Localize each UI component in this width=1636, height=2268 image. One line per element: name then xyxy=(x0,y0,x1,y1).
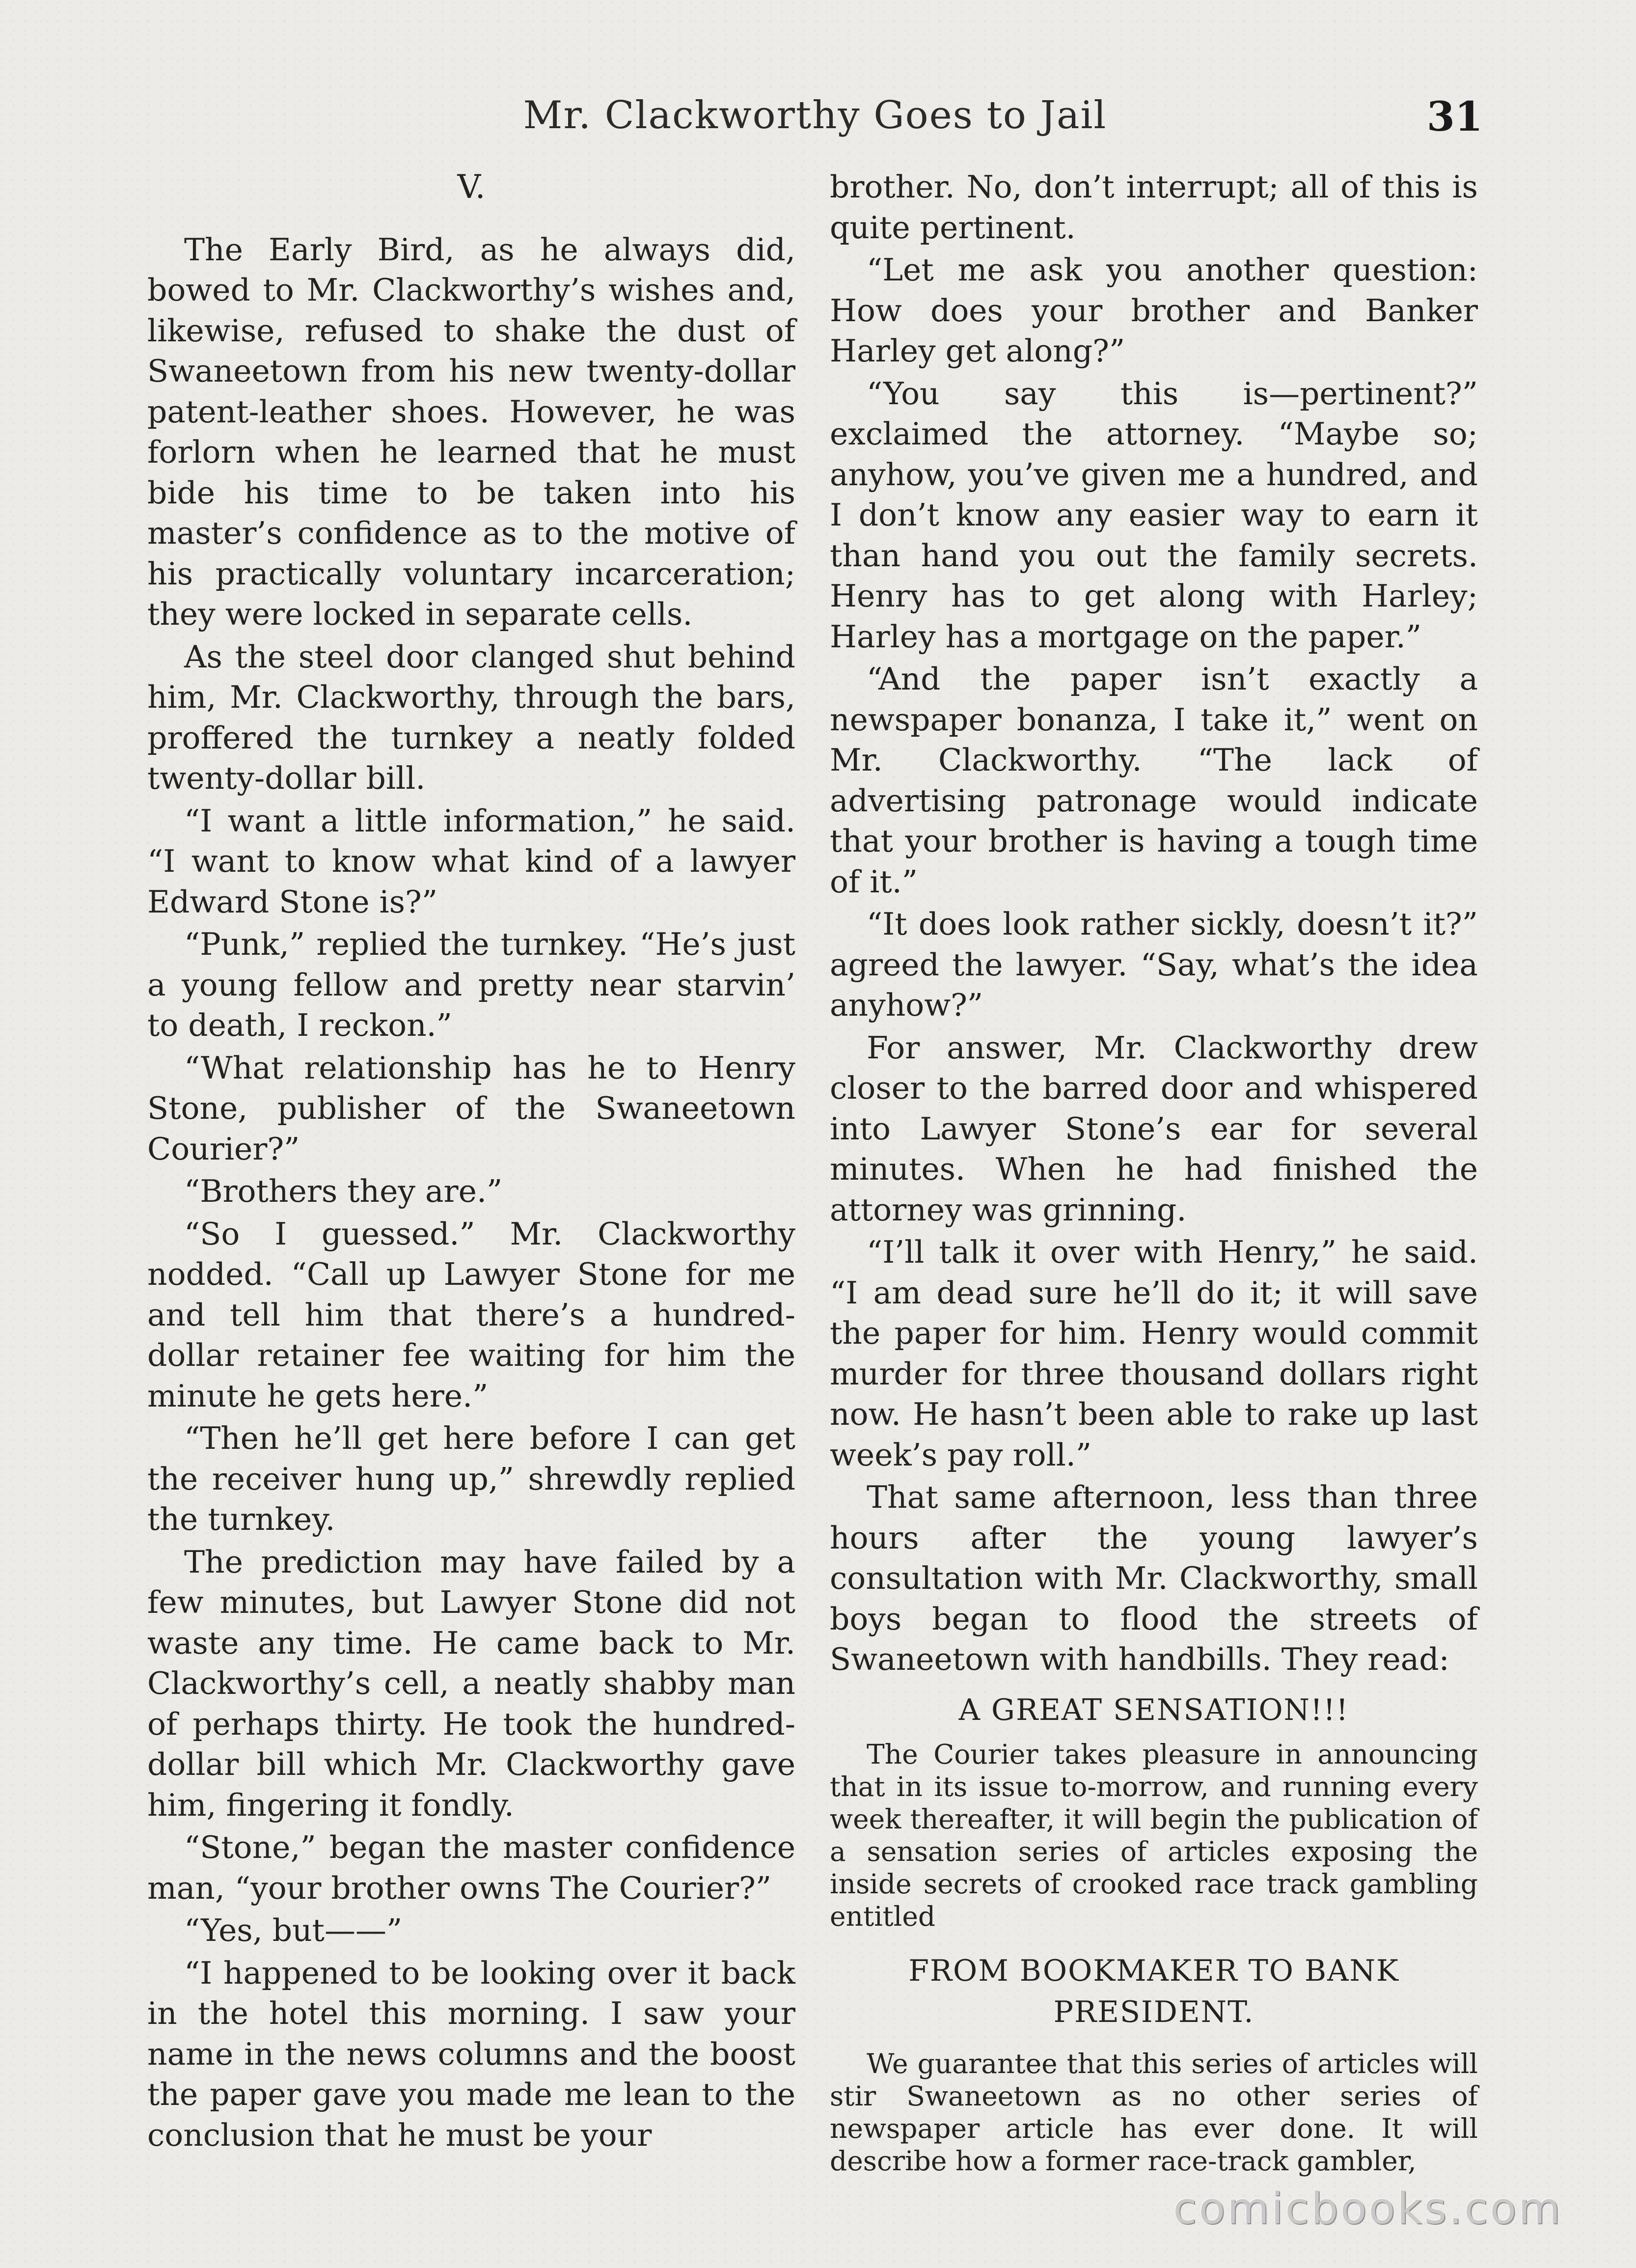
paragraph: The Early Bird, as he always did, bowed to Mr. Clackworthy’s wishes and, likewise, refused to shake the dust of Swaneetown from his new twenty-dollar patent-leather shoes. However, he was forlorn when he learned that he must bide his time to be taken into his master’s confidence as to the motive of his practically voluntary incarceration; they were locked in separate cells. xyxy=(147,231,795,632)
right-column xyxy=(830,167,1478,2177)
watermark-logo: comicbooks.com xyxy=(1172,2183,1562,2234)
paragraph: “Punk,” replied the turnkey. “He’s just a young fellow and pretty near starvin’ to death, I reckon.” xyxy=(147,926,795,1043)
paragraph: “So I guessed.” Mr. Clackworthy nodded. “Call up Lawyer Stone for me and tell him that there’s a hundred-dollar retainer fee waiting for him the minute he gets here.” xyxy=(147,1216,795,1414)
paragraph: “What relationship has he to Henry Stone, publisher of the Swaneetown Courier?” xyxy=(147,1050,795,1167)
paragraph: brother. No, don’t interrupt; all of this is quite pertinent. xyxy=(830,169,1478,246)
paragraph: “I’ll talk it over with Henry,” he said. “I am dead sure he’ll do it; it will save the paper for him. Henry would commit murder for three thousand dollars right now. He hasn’t been able to rake up last week’s pay roll.” xyxy=(830,1234,1478,1473)
paragraph: “It does look rather sickly, doesn’t it?” agreed the lawyer. “Say, what’s the idea anyhow?” xyxy=(830,906,1478,1023)
handbill-title: FROM BOOKMAKER TO BANK PRESIDENT. xyxy=(908,1953,1399,2029)
handbill-heading: A GREAT SENSATION!!! xyxy=(958,1692,1349,1727)
paragraph: “I want a little information,” he said. “I want to know what kind of a lawyer Edward Stone is?” xyxy=(147,802,795,920)
handbill-text: We guarantee that this series of articles will stir Swaneetown as no other series of newspaper article has ever done. It will describe how a former race-track gambler, xyxy=(830,2047,1478,2177)
paragraph: As the steel door clanged shut behind him, Mr. Clackworthy, through the bars, proffered the turnkey a neatly folded twenty-dollar bill. xyxy=(147,638,795,796)
paragraph: “Stone,” began the master confidence man, “your brother owns The Courier?” xyxy=(147,1829,795,1906)
paragraph: That same afternoon, less than three hours after the young lawyer’s consultation with Mr. Clackworthy, small boys began to flood the streets of Swaneetown with handbills. They read: xyxy=(830,1479,1478,1677)
paragraph: The prediction may have failed by a few minutes, but Lawyer Stone did not waste any time. He came back to Mr. Clackworthy’s cell, a neatly shabby man of perhaps thirty. He took the hundred-dollar bill which Mr. Clackworthy gave him, fingering it fondly. xyxy=(147,1544,795,1823)
paragraph: “You say this is—pertinent?” exclaimed the attorney. “Maybe so; anyhow, you’ve given me a hundred, and I don’t know any easier way to earn it than hand you out the family secrets. Henry has to get along with Harley; Harley has a mortgage on the paper.” xyxy=(830,375,1478,655)
paragraph: “And the paper isn’t exactly a newspaper bonanza, I take it,” went on Mr. Clackworthy. “The lack of advertising patronage would indicate that your brother is having a tough time of it.” xyxy=(830,661,1478,900)
page-number: 31 xyxy=(1426,93,1483,140)
left-column xyxy=(147,167,795,2156)
paragraph: “I happened to be looking over it back in the hotel this morning. I saw your name in the news columns and the boost the paper gave you made me lean to the conclusion that he must be your xyxy=(147,1955,795,2153)
running-title: Mr. Clackworthy Goes to Jail xyxy=(523,93,1107,138)
paragraph: “Then he’ll get here before I can get the receiver hung up,” shrewdly replied the turnkey. xyxy=(147,1420,795,1537)
paragraph: “Yes, but——” xyxy=(184,1912,403,1948)
section-number: V. xyxy=(457,168,486,206)
paragraph: “Brothers they are.” xyxy=(184,1173,503,1209)
handbill-text: The Courier takes pleasure in announcing that in its issue to-morrow, and running every week thereafter, it will begin the publication of a sensation series of articles exposing the inside secrets of crooked race track gambling entitled xyxy=(830,1738,1478,1932)
paragraph: For answer, Mr. Clackworthy drew closer to the barred door and whispered into Lawyer Stone’s ear for several minutes. When he had finished the attorney was grinning. xyxy=(830,1029,1478,1228)
page-header xyxy=(147,93,1483,147)
paragraph: “Let me ask you another question: How does your brother and Banker Harley get along?” xyxy=(830,252,1478,369)
